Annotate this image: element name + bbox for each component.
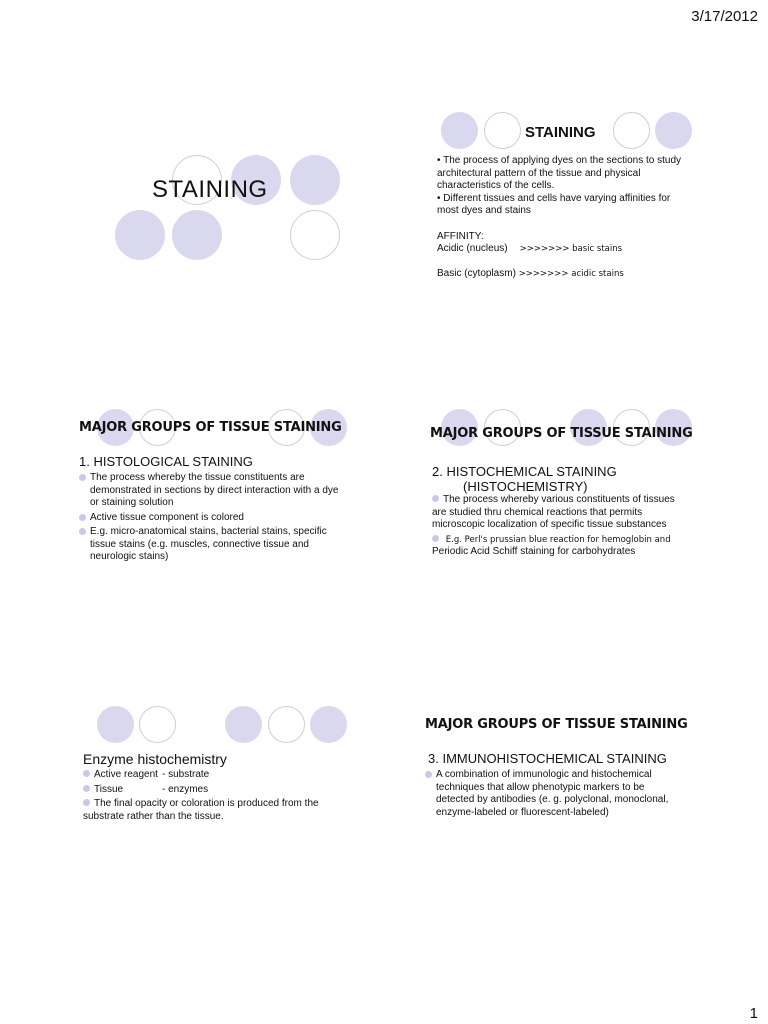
decor-circle [613, 112, 650, 149]
list-item: Active tissue component is colored [79, 512, 341, 525]
decor-circle [139, 706, 176, 743]
bullet-icon [432, 535, 439, 542]
slide-1-title: STAINING [152, 176, 268, 203]
slide-3-subtitle: 1. HISTOLOGICAL STAINING [79, 454, 253, 469]
bullet-icon [79, 514, 86, 521]
slide-2-bullet-1: • The process of applying dyes on the sections to study architectural pattern of the tissue and physical characteristics of the cells. [437, 155, 682, 191]
page-date: 3/17/2012 [691, 8, 758, 25]
decor-circle [225, 706, 262, 743]
slide-6-title: MAJOR GROUPS OF TISSUE STAINING [425, 717, 688, 732]
decor-circle [310, 706, 347, 743]
slide-5-title: Enzyme histochemistry [83, 751, 227, 767]
bullet-icon [432, 495, 439, 502]
decor-circle [97, 706, 134, 743]
page-number: 1 [749, 1005, 758, 1022]
list-item: The process whereby various constituents of tissues are studied thru chemical reactions that permits microscopic localization of specific tissue substances [432, 494, 675, 530]
list-item: The final opacity or coloration is produced from the substrate rather than the tissue. [83, 798, 319, 822]
bullet-icon [79, 474, 86, 481]
list-item: Tissue - enzymes [83, 784, 333, 797]
slide-6-body [425, 769, 680, 819]
slide-6-subtitle: 3. IMMUNOHISTOCHEMICAL STAINING [428, 751, 667, 766]
decor-circle [441, 112, 478, 149]
slide-2-body [437, 155, 685, 280]
slide-4-subtitle: 2. HISTOCHEMICAL STAINING (HISTOCHEMISTRY) [432, 464, 617, 494]
decor-circle [484, 112, 521, 149]
slide-2-title: STAINING [525, 124, 596, 141]
list-item: E.g. micro-anatomical stains, bacterial stains, specific tissue stains (e.g. muscles, connective tissue and neurologic stains) [79, 526, 341, 564]
bullet-icon [83, 799, 90, 806]
affinity-basic: Basic (cytoplasm) >>>>>>> acidic stains [437, 267, 624, 279]
bullet-icon [83, 785, 90, 792]
bullet-icon [425, 771, 432, 778]
slide-4-body: The process whereby various constituents of tissues are studied thru chemical reactions that permits microscopic localization of specific tissue substances E.g. Perl's prussian blue reaction for hemoglobin and Periodic Acid Schiff staining for carbohydrates [432, 494, 682, 559]
list-item: The process whereby the tissue constituents are demonstrated in sections by direct interaction with a dye or staining solution [79, 472, 341, 510]
bullet-icon [79, 528, 86, 535]
decor-circle [115, 210, 165, 260]
list-item: A combination of immunologic and histochemical techniques that allow phenotypic markers to be detected by antibodies (e. g. polyclonal, monoclonal, enzyme-labeled or fluorescent-labeled) [425, 769, 680, 819]
decor-circle [290, 155, 340, 205]
slide-4-title: MAJOR GROUPS OF TISSUE STAINING [430, 426, 693, 441]
slide-3-bullets [79, 472, 341, 564]
affinity-acidic: Acidic (nucleus) >>>>>>> basic stains [437, 243, 623, 254]
slide-5-body [83, 769, 333, 823]
decor-circle [290, 210, 340, 260]
decor-circle [268, 706, 305, 743]
decor-circle [172, 210, 222, 260]
bullet-icon [83, 770, 90, 777]
affinity-label: AFFINITY: [437, 230, 484, 242]
decor-circle [655, 112, 692, 149]
list-item: Active reagent - substrate [83, 769, 333, 782]
list-item: E.g. Perl's prussian blue reaction for hemoglobin and [432, 534, 682, 547]
slide-3-title: MAJOR GROUPS OF TISSUE STAINING [79, 420, 342, 435]
slide-2-bullet-2: • Different tissues and cells have varying affinities for most dyes and stains [437, 192, 671, 216]
